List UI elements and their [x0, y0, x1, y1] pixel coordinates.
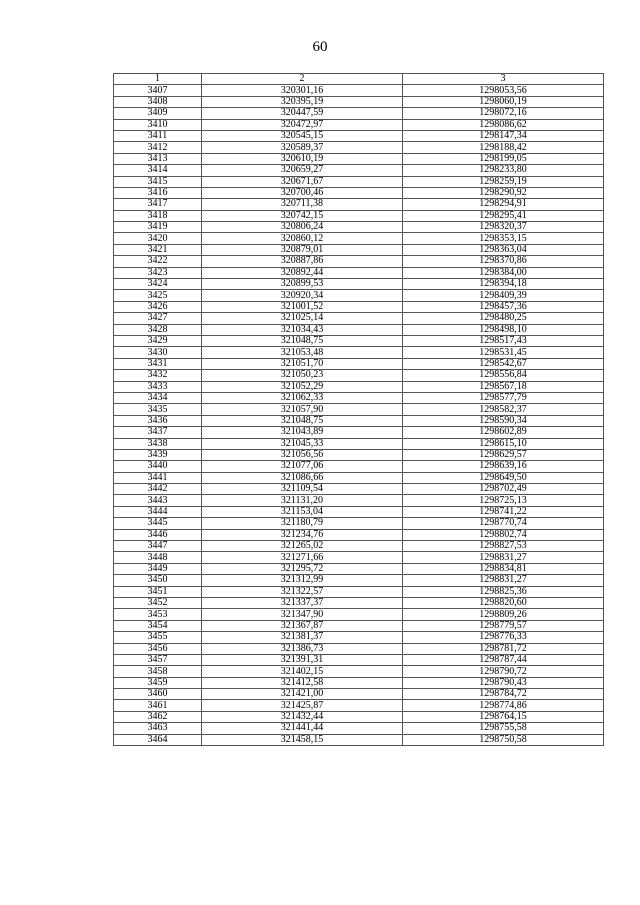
y-coordinate-cell: 1298764,15 — [403, 711, 604, 722]
y-coordinate-cell: 1298629,57 — [403, 449, 604, 460]
y-coordinate-cell: 1298774,86 — [403, 700, 604, 711]
point-number-cell: 3435 — [114, 404, 202, 415]
table-row — [114, 541, 604, 552]
table-row — [114, 85, 604, 96]
y-coordinate-cell: 1298147,34 — [403, 130, 604, 141]
table-row — [114, 461, 604, 472]
x-coordinate-cell: 321077,06 — [202, 461, 403, 472]
point-number-cell: 3452 — [114, 597, 202, 608]
y-coordinate-cell: 1298363,04 — [403, 244, 604, 255]
y-coordinate-cell: 1298567,18 — [403, 381, 604, 392]
point-number-cell: 3430 — [114, 347, 202, 358]
point-number-cell: 3446 — [114, 529, 202, 540]
table-row — [114, 142, 604, 153]
x-coordinate-cell: 320920,34 — [202, 290, 403, 301]
x-coordinate-cell: 321048,75 — [202, 335, 403, 346]
x-coordinate-cell: 320545,15 — [202, 130, 403, 141]
table-row — [114, 199, 604, 210]
table-row — [114, 222, 604, 233]
y-coordinate-cell: 1298072,16 — [403, 108, 604, 119]
y-coordinate-cell: 1298188,42 — [403, 142, 604, 153]
x-coordinate-cell: 321265,02 — [202, 541, 403, 552]
x-coordinate-cell: 321053,48 — [202, 347, 403, 358]
table-row — [114, 176, 604, 187]
table-row — [114, 449, 604, 460]
table-row — [114, 244, 604, 255]
table-row — [114, 597, 604, 608]
point-number-cell: 3425 — [114, 290, 202, 301]
point-number-cell: 3456 — [114, 643, 202, 654]
x-coordinate-cell: 320860,12 — [202, 233, 403, 244]
x-coordinate-cell: 321234,76 — [202, 529, 403, 540]
x-coordinate-cell: 320659,27 — [202, 165, 403, 176]
x-coordinate-cell: 321180,79 — [202, 518, 403, 529]
table-row — [114, 677, 604, 688]
x-coordinate-cell: 321402,15 — [202, 666, 403, 677]
point-number-cell: 3420 — [114, 233, 202, 244]
x-coordinate-cell: 321386,73 — [202, 643, 403, 654]
table-row — [114, 415, 604, 426]
table-row — [114, 529, 604, 540]
y-coordinate-cell: 1298517,43 — [403, 335, 604, 346]
y-coordinate-cell: 1298602,89 — [403, 427, 604, 438]
y-coordinate-cell: 1298259,19 — [403, 176, 604, 187]
point-number-cell: 3432 — [114, 370, 202, 381]
point-number-cell: 3445 — [114, 518, 202, 529]
y-coordinate-cell: 1298542,67 — [403, 358, 604, 369]
y-coordinate-cell: 1298199,05 — [403, 153, 604, 164]
x-coordinate-cell: 321295,72 — [202, 563, 403, 574]
y-coordinate-cell: 1298394,18 — [403, 279, 604, 290]
x-coordinate-cell: 320472,97 — [202, 119, 403, 130]
point-number-cell: 3418 — [114, 210, 202, 221]
table-row — [114, 130, 604, 141]
x-coordinate-cell: 321432,44 — [202, 711, 403, 722]
table-row — [114, 96, 604, 107]
y-coordinate-cell: 1298582,37 — [403, 404, 604, 415]
x-coordinate-cell: 321131,20 — [202, 495, 403, 506]
table-row — [114, 313, 604, 324]
point-number-cell: 3454 — [114, 620, 202, 631]
y-coordinate-cell: 1298577,79 — [403, 392, 604, 403]
x-coordinate-cell: 321441,44 — [202, 723, 403, 734]
column-header: 1 — [114, 74, 202, 85]
page-number: 60 — [312, 39, 328, 55]
point-number-cell: 3413 — [114, 153, 202, 164]
table-row — [114, 233, 604, 244]
y-coordinate-cell: 1298233,80 — [403, 165, 604, 176]
table-row — [114, 586, 604, 597]
x-coordinate-cell: 321050,23 — [202, 370, 403, 381]
y-coordinate-cell: 1298755,58 — [403, 723, 604, 734]
table-header-row — [114, 74, 604, 85]
y-coordinate-cell: 1298409,39 — [403, 290, 604, 301]
y-coordinate-cell: 1298725,13 — [403, 495, 604, 506]
y-coordinate-cell: 1298784,72 — [403, 689, 604, 700]
y-coordinate-cell: 1298457,36 — [403, 301, 604, 312]
y-coordinate-cell: 1298787,44 — [403, 654, 604, 665]
table-row — [114, 711, 604, 722]
point-number-cell: 3411 — [114, 130, 202, 141]
y-coordinate-cell: 1298831,27 — [403, 575, 604, 586]
point-number-cell: 3441 — [114, 472, 202, 483]
x-coordinate-cell: 321057,90 — [202, 404, 403, 415]
y-coordinate-cell: 1298290,92 — [403, 187, 604, 198]
table-row — [114, 700, 604, 711]
point-number-cell: 3423 — [114, 267, 202, 278]
x-coordinate-cell: 321045,33 — [202, 438, 403, 449]
point-number-cell: 3450 — [114, 575, 202, 586]
point-number-cell: 3414 — [114, 165, 202, 176]
point-number-cell: 3444 — [114, 506, 202, 517]
y-coordinate-cell: 1298750,58 — [403, 734, 604, 745]
point-number-cell: 3460 — [114, 689, 202, 700]
point-number-cell: 3410 — [114, 119, 202, 130]
x-coordinate-cell: 320447,59 — [202, 108, 403, 119]
table-row — [114, 575, 604, 586]
point-number-cell: 3461 — [114, 700, 202, 711]
point-number-cell: 3421 — [114, 244, 202, 255]
y-coordinate-cell: 1298776,33 — [403, 632, 604, 643]
table-row — [114, 358, 604, 369]
x-coordinate-cell: 321337,37 — [202, 597, 403, 608]
y-coordinate-cell: 1298615,10 — [403, 438, 604, 449]
y-coordinate-cell: 1298556,84 — [403, 370, 604, 381]
table-row — [114, 484, 604, 495]
point-number-cell: 3429 — [114, 335, 202, 346]
table-row — [114, 666, 604, 677]
y-coordinate-cell: 1298320,37 — [403, 222, 604, 233]
point-number-cell: 3407 — [114, 85, 202, 96]
y-coordinate-cell: 1298834,81 — [403, 563, 604, 574]
y-coordinate-cell: 1298295,41 — [403, 210, 604, 221]
y-coordinate-cell: 1298770,74 — [403, 518, 604, 529]
y-coordinate-cell: 1298779,57 — [403, 620, 604, 631]
point-number-cell: 3453 — [114, 609, 202, 620]
x-coordinate-cell: 320887,86 — [202, 256, 403, 267]
table-row — [114, 563, 604, 574]
x-coordinate-cell: 321052,29 — [202, 381, 403, 392]
y-coordinate-cell: 1298370,86 — [403, 256, 604, 267]
y-coordinate-cell: 1298741,22 — [403, 506, 604, 517]
point-number-cell: 3436 — [114, 415, 202, 426]
y-coordinate-cell: 1298825,36 — [403, 586, 604, 597]
table-row — [114, 723, 604, 734]
point-number-cell: 3447 — [114, 541, 202, 552]
table-row — [114, 324, 604, 335]
x-coordinate-cell: 321153,04 — [202, 506, 403, 517]
point-number-cell: 3457 — [114, 654, 202, 665]
x-coordinate-cell: 321458,15 — [202, 734, 403, 745]
point-number-cell: 3439 — [114, 449, 202, 460]
point-number-cell: 3451 — [114, 586, 202, 597]
point-number-cell: 3408 — [114, 96, 202, 107]
x-coordinate-cell: 321322,57 — [202, 586, 403, 597]
point-number-cell: 3419 — [114, 222, 202, 233]
x-coordinate-cell: 321412,58 — [202, 677, 403, 688]
point-number-cell: 3440 — [114, 461, 202, 472]
table-body — [114, 85, 604, 746]
point-number-cell: 3417 — [114, 199, 202, 210]
x-coordinate-cell: 320899,53 — [202, 279, 403, 290]
x-coordinate-cell: 321421,00 — [202, 689, 403, 700]
point-number-cell: 3455 — [114, 632, 202, 643]
point-number-cell: 3448 — [114, 552, 202, 563]
point-number-cell: 3462 — [114, 711, 202, 722]
x-coordinate-cell: 321381,37 — [202, 632, 403, 643]
point-number-cell: 3416 — [114, 187, 202, 198]
coordinates-table — [113, 73, 604, 746]
table-row — [114, 632, 604, 643]
table-row — [114, 495, 604, 506]
point-number-cell: 3431 — [114, 358, 202, 369]
point-number-cell: 3422 — [114, 256, 202, 267]
point-number-cell: 3449 — [114, 563, 202, 574]
table-row — [114, 689, 604, 700]
y-coordinate-cell: 1298060,19 — [403, 96, 604, 107]
x-coordinate-cell: 320395,19 — [202, 96, 403, 107]
point-number-cell: 3424 — [114, 279, 202, 290]
x-coordinate-cell: 321367,87 — [202, 620, 403, 631]
y-coordinate-cell: 1298353,15 — [403, 233, 604, 244]
point-number-cell: 3464 — [114, 734, 202, 745]
y-coordinate-cell: 1298781,72 — [403, 643, 604, 654]
x-coordinate-cell: 320589,37 — [202, 142, 403, 153]
x-coordinate-cell: 320806,24 — [202, 222, 403, 233]
point-number-cell: 3443 — [114, 495, 202, 506]
table-row — [114, 620, 604, 631]
table-row — [114, 404, 604, 415]
x-coordinate-cell: 320879,01 — [202, 244, 403, 255]
point-number-cell: 3438 — [114, 438, 202, 449]
table-row — [114, 210, 604, 221]
x-coordinate-cell: 320671,67 — [202, 176, 403, 187]
table-row — [114, 654, 604, 665]
table-row — [114, 392, 604, 403]
x-coordinate-cell: 321391,31 — [202, 654, 403, 665]
table-row — [114, 153, 604, 164]
table-row — [114, 256, 604, 267]
table-row — [114, 472, 604, 483]
x-coordinate-cell: 320700,46 — [202, 187, 403, 198]
table-row — [114, 506, 604, 517]
table-row — [114, 370, 604, 381]
point-number-cell: 3434 — [114, 392, 202, 403]
y-coordinate-cell: 1298480,25 — [403, 313, 604, 324]
y-coordinate-cell: 1298639,16 — [403, 461, 604, 472]
table-row — [114, 427, 604, 438]
x-coordinate-cell: 321051,70 — [202, 358, 403, 369]
table-row — [114, 290, 604, 301]
x-coordinate-cell: 321043,89 — [202, 427, 403, 438]
table-row — [114, 643, 604, 654]
x-coordinate-cell: 321312,99 — [202, 575, 403, 586]
y-coordinate-cell: 1298702,49 — [403, 484, 604, 495]
table-row — [114, 609, 604, 620]
point-number-cell: 3463 — [114, 723, 202, 734]
table-row — [114, 335, 604, 346]
x-coordinate-cell: 321271,66 — [202, 552, 403, 563]
point-number-cell: 3458 — [114, 666, 202, 677]
x-coordinate-cell: 321025,14 — [202, 313, 403, 324]
point-number-cell: 3433 — [114, 381, 202, 392]
y-coordinate-cell: 1298384,00 — [403, 267, 604, 278]
table-row — [114, 381, 604, 392]
y-coordinate-cell: 1298590,34 — [403, 415, 604, 426]
table-row — [114, 279, 604, 290]
point-number-cell: 3428 — [114, 324, 202, 335]
table-row — [114, 438, 604, 449]
y-coordinate-cell: 1298531,45 — [403, 347, 604, 358]
x-coordinate-cell: 321056,56 — [202, 449, 403, 460]
y-coordinate-cell: 1298498,10 — [403, 324, 604, 335]
table-row — [114, 119, 604, 130]
y-coordinate-cell: 1298802,74 — [403, 529, 604, 540]
table-row — [114, 165, 604, 176]
point-number-cell: 3412 — [114, 142, 202, 153]
point-number-cell: 3442 — [114, 484, 202, 495]
x-coordinate-cell: 320892,44 — [202, 267, 403, 278]
y-coordinate-cell: 1298809,26 — [403, 609, 604, 620]
column-header: 2 — [202, 74, 403, 85]
y-coordinate-cell: 1298790,72 — [403, 666, 604, 677]
x-coordinate-cell: 321001,52 — [202, 301, 403, 312]
point-number-cell: 3437 — [114, 427, 202, 438]
y-coordinate-cell: 1298827,53 — [403, 541, 604, 552]
y-coordinate-cell: 1298649,50 — [403, 472, 604, 483]
x-coordinate-cell: 321086,66 — [202, 472, 403, 483]
point-number-cell: 3409 — [114, 108, 202, 119]
point-number-cell: 3459 — [114, 677, 202, 688]
x-coordinate-cell: 321109,54 — [202, 484, 403, 495]
y-coordinate-cell: 1298294,91 — [403, 199, 604, 210]
table-row — [114, 518, 604, 529]
y-coordinate-cell: 1298831,27 — [403, 552, 604, 563]
y-coordinate-cell: 1298086,62 — [403, 119, 604, 130]
point-number-cell: 3415 — [114, 176, 202, 187]
table-row — [114, 267, 604, 278]
table-row — [114, 108, 604, 119]
point-number-cell: 3427 — [114, 313, 202, 324]
x-coordinate-cell: 320610,19 — [202, 153, 403, 164]
x-coordinate-cell: 320742,15 — [202, 210, 403, 221]
table-row — [114, 347, 604, 358]
x-coordinate-cell: 321425,87 — [202, 700, 403, 711]
x-coordinate-cell: 320301,16 — [202, 85, 403, 96]
point-number-cell: 3426 — [114, 301, 202, 312]
x-coordinate-cell: 320711,38 — [202, 199, 403, 210]
table-row — [114, 734, 604, 745]
table-row — [114, 301, 604, 312]
x-coordinate-cell: 321347,90 — [202, 609, 403, 620]
x-coordinate-cell: 321062,33 — [202, 392, 403, 403]
y-coordinate-cell: 1298790,43 — [403, 677, 604, 688]
x-coordinate-cell: 321048,75 — [202, 415, 403, 426]
table-row — [114, 552, 604, 563]
table-row — [114, 187, 604, 198]
y-coordinate-cell: 1298820,60 — [403, 597, 604, 608]
x-coordinate-cell: 321034,43 — [202, 324, 403, 335]
column-header: 3 — [403, 74, 604, 85]
y-coordinate-cell: 1298053,56 — [403, 85, 604, 96]
